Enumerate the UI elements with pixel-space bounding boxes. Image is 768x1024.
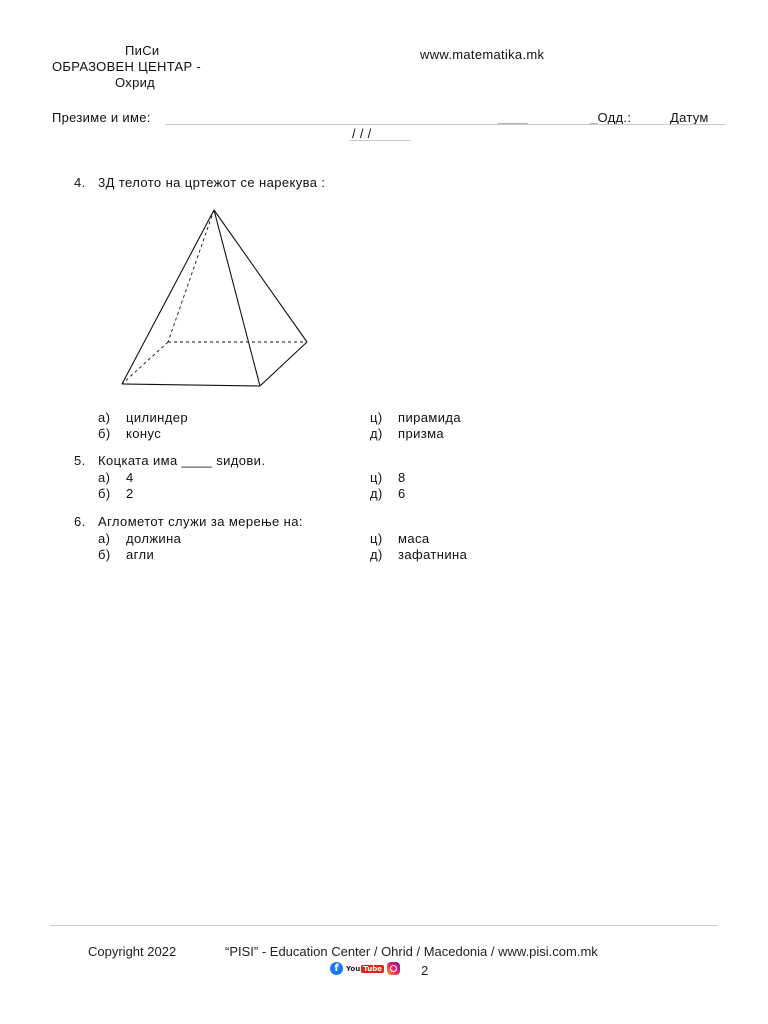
pyramid-edge-hidden [168, 210, 214, 342]
q6-option-b-text: агли [126, 547, 155, 562]
q4-option-b-text: конус [126, 426, 162, 441]
website-label: www.matematika.mk [420, 47, 545, 62]
name-blank: ____ [498, 110, 529, 125]
page-number: 2 [421, 963, 429, 978]
footer-credit: “PISI” - Education Center / Ohrid / Macedonia / www.pisi.com.mk [225, 944, 598, 959]
pyramid-edge-front-right [214, 210, 260, 386]
youtube-icon[interactable]: You Tube [346, 964, 382, 973]
pyramid-base-left-hidden [122, 342, 168, 384]
q5-option-c-text: 8 [398, 470, 406, 485]
q4-option-d-letter: д) [370, 426, 383, 441]
q4-option-a-letter: а) [98, 410, 111, 425]
footer-divider [50, 925, 717, 926]
q5-option-a-letter: а) [98, 470, 111, 485]
question-6-text: Аглометот служи за мерење на: [98, 514, 303, 529]
pyramid-edge-back-right [214, 210, 307, 342]
footer-copyright: Copyright 2022 [88, 944, 177, 959]
q6-option-c-letter: ц) [370, 531, 383, 546]
question-5-text: Коцката има ____ ѕидови. [98, 453, 266, 468]
org-name-line3: Охрид [115, 75, 156, 90]
question-4-number: 4. [74, 175, 86, 190]
q6-option-c-text: маса [398, 531, 430, 546]
class-label: _Одд.: [590, 110, 632, 125]
social-icons [330, 962, 400, 975]
q4-option-b-letter: б) [98, 426, 111, 441]
pyramid-base-front [122, 384, 260, 386]
q4-option-a-text: цилиндер [126, 410, 188, 425]
question-6-number: 6. [74, 514, 86, 529]
q6-option-d-letter: д) [370, 547, 383, 562]
q5-option-c-letter: ц) [370, 470, 383, 485]
q6-option-b-letter: б) [98, 547, 111, 562]
org-name-line1: ПиСи [125, 43, 160, 58]
q6-option-a-letter: а) [98, 531, 111, 546]
q4-option-c-text: пирамида [398, 410, 461, 425]
pyramid-figure [110, 200, 320, 395]
question-4-text: 3Д телото на цртежот се нарекува : [98, 175, 326, 190]
q6-option-d-text: зафатнина [398, 547, 468, 562]
q5-option-b-letter: б) [98, 486, 111, 501]
date-label: Датум [670, 110, 709, 125]
q5-option-d-letter: д) [370, 486, 383, 501]
org-name-line2: ОБРАЗОВЕН ЦЕНТАР - [52, 59, 201, 74]
instagram-icon[interactable] [387, 962, 400, 975]
q4-option-c-letter: ц) [370, 410, 383, 425]
date-underline [350, 140, 410, 141]
q5-option-a-text: 4 [126, 470, 134, 485]
q5-option-b-text: 2 [126, 486, 134, 501]
date-slashes: / / / [352, 126, 372, 141]
pyramid-edge-front-left [122, 210, 214, 384]
name-underline [165, 124, 725, 125]
q5-option-d-text: 6 [398, 486, 406, 501]
question-5-number: 5. [74, 453, 86, 468]
pyramid-base-right [260, 342, 307, 386]
facebook-icon[interactable]: f [330, 962, 343, 975]
q4-option-d-text: призма [398, 426, 445, 441]
name-label: Презиме и име: [52, 110, 151, 125]
q6-option-a-text: должина [126, 531, 182, 546]
